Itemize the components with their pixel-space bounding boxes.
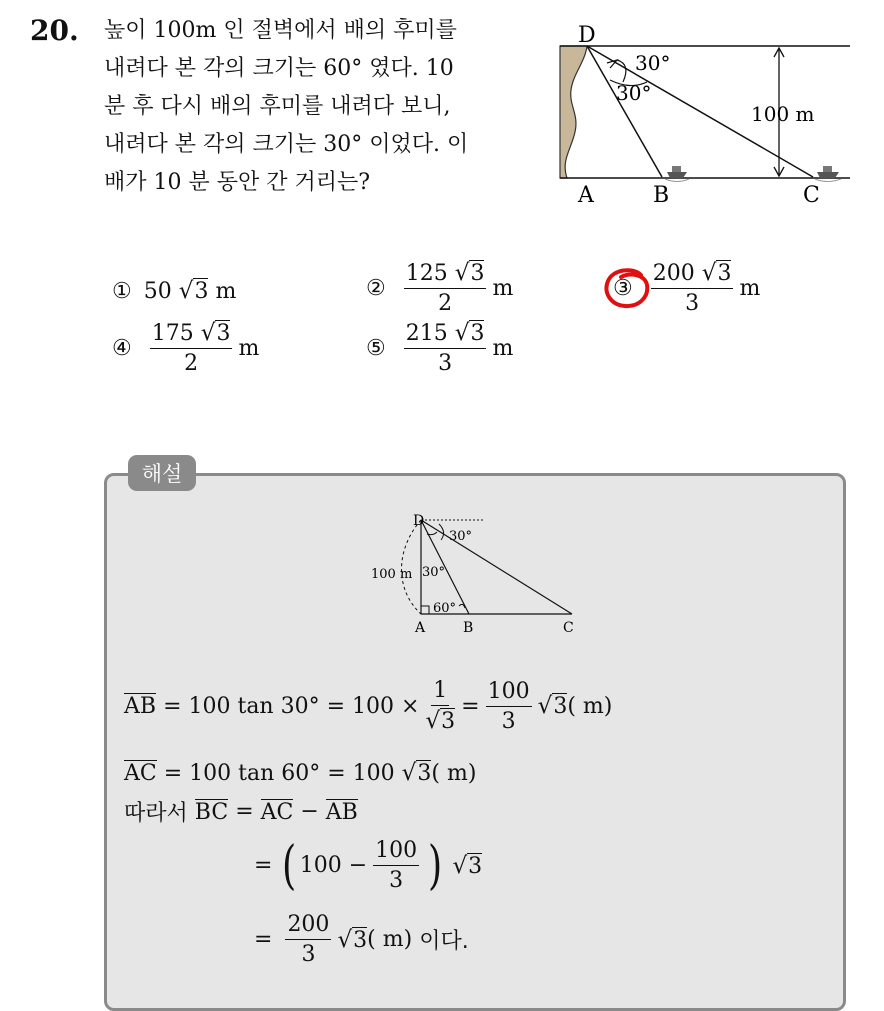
label-a: A [415, 620, 426, 636]
angle-label: 30° [635, 51, 671, 75]
solution-line-1: AB = 100 tan 30° = 100 × $\frac{1}{√3}$ = $\frac{100}{3}$ √3 ( m) [124, 678, 613, 734]
solution-line-5: = $\frac{200}{3}$ √3 ( m) 이다. [254, 912, 469, 967]
solution-diagram [365, 510, 590, 638]
solution-line-2: AC = 100 tan 60° = 100 √3 ( m) [124, 760, 477, 786]
question-text [104, 12, 532, 202]
solution-tag: 해설 [128, 455, 196, 491]
angle-label: 60° [433, 601, 457, 616]
cliff-shape [560, 46, 587, 178]
label-a: A [578, 183, 594, 207]
question-line: 높이 100m 인 절벽에서 배의 후미를 [104, 18, 457, 43]
question-line: 분 후 다시 배의 후미를 내려다 보니, [104, 94, 451, 119]
choice-4[interactable]: ④ $\frac{175 √3}{2}$ m [112, 320, 260, 376]
angle-label: 30° [616, 81, 652, 105]
label-c: C [563, 620, 574, 636]
angle-label: 30° [449, 529, 473, 544]
choice-5[interactable]: ⑤ $\frac{215 √3}{3}$ m [366, 320, 514, 376]
choice-1[interactable]: ① 50 √3 m [112, 278, 237, 304]
answer-circle-mark [601, 265, 655, 313]
side-label: 100 m [371, 567, 413, 582]
solution-line-4: = ( 100 − $\frac{100}{3}$ ) √3 [254, 835, 483, 896]
question-line: 내려다 본 각의 크기는 30° 이었다. 이 [104, 132, 469, 157]
label-b: B [463, 620, 474, 636]
label-d: D [578, 23, 596, 48]
question-line: 내려다 본 각의 크기는 60° 였다. 10 [104, 56, 454, 81]
solution-line-3: 따라서 BC = AC − AB [124, 799, 358, 826]
choice-2[interactable]: ② $\frac{125 √3}{2}$ m [366, 260, 514, 316]
ship-icon [665, 166, 689, 182]
label-c: C [803, 183, 820, 207]
question-line: 배가 10 분 동안 간 거리는? [104, 170, 371, 195]
height-label: 100 m [751, 102, 815, 126]
choice-3[interactable]: ③ $\frac{200 √3}{3}$ m [613, 260, 761, 316]
cliff-diagram [555, 22, 855, 207]
ship-icon [815, 166, 841, 182]
label-d: D [413, 513, 425, 529]
label-b: B [653, 183, 670, 207]
question-number: 20. [30, 14, 79, 47]
angle-label: 30° [422, 565, 446, 580]
